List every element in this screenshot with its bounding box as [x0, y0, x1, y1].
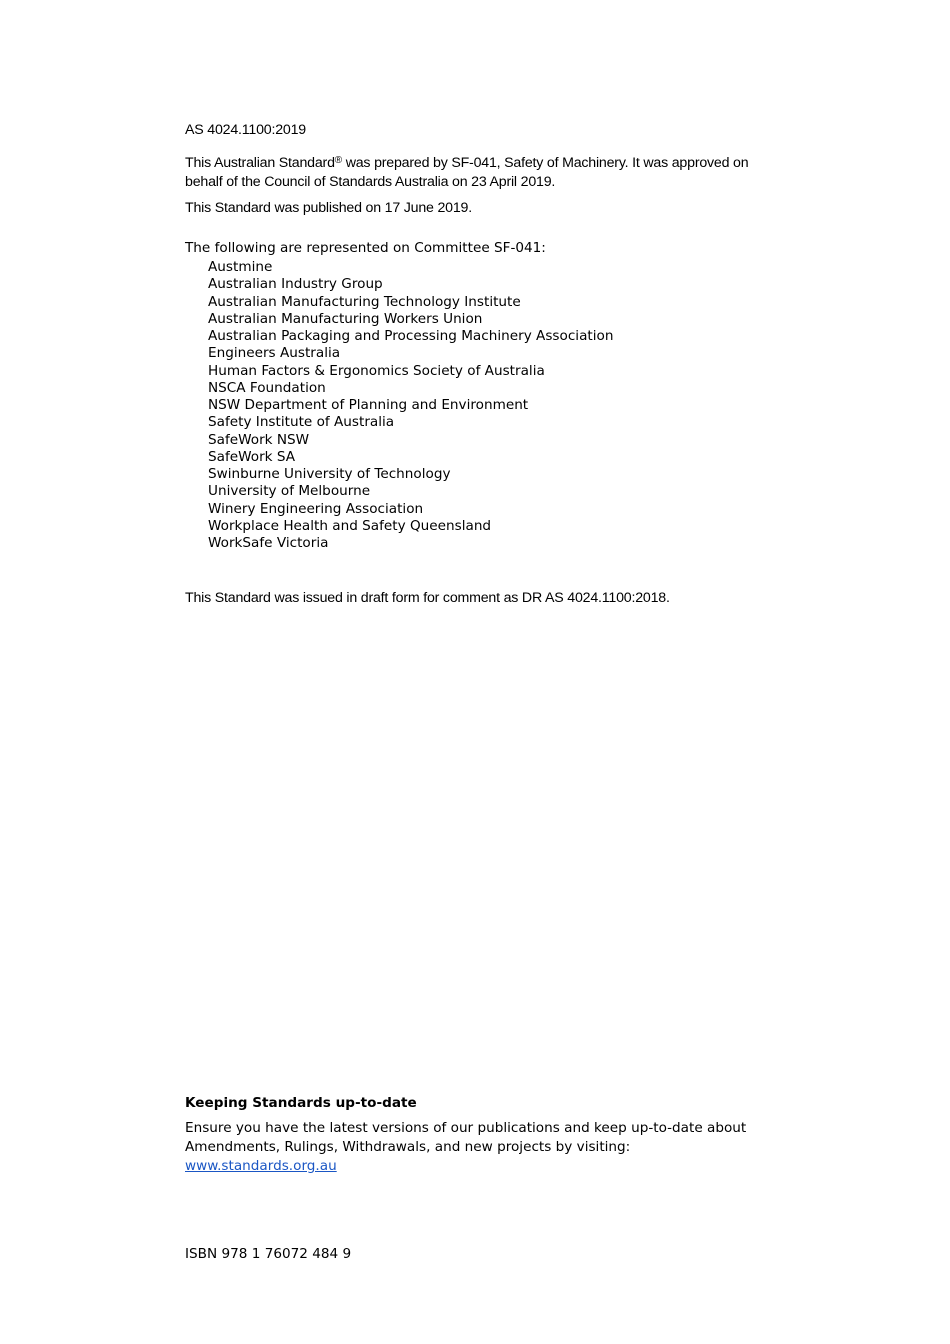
committee-member: SafeWork NSW — [208, 431, 310, 448]
registered-mark: ® — [334, 155, 342, 166]
prepared-text-end: was prepared by SF-041, Safety of Machinery. It was approved on behalf of the Council of Standards Australia on 23 April 2019. — [185, 155, 749, 190]
standards-website-link[interactable]: www.standards.org.au — [185, 1158, 337, 1174]
committee-member: NSW Department of Planning and Environment — [208, 397, 529, 413]
keeping-up-to-date-heading: Keeping Standards up-to-date — [185, 1095, 417, 1111]
committee-member: WorkSafe Victoria — [208, 535, 329, 551]
committee-member: University of Melbourne — [208, 483, 371, 500]
committee-member: Austmine — [208, 259, 273, 275]
committee-member: Engineers Australia — [208, 345, 341, 362]
isbn-number: ISBN 978 1 76072 484 9 — [185, 1246, 352, 1262]
committee-heading: The following are represented on Committee SF-041: — [185, 240, 546, 256]
committee-member: Human Factors & Ergonomics Society of Australia — [208, 362, 545, 379]
prepared-text-start: This Australian Standard — [185, 155, 335, 171]
committee-member: Workplace Health and Safety Queensland — [208, 517, 492, 534]
keeping-up-to-date-text: Ensure you have the latest versions of our publications and keep up-to-date about Amendments, Rulings, Withdrawals, and new projects by visiting: — [185, 1120, 747, 1155]
committee-member: Safety Institute of Australia — [208, 414, 395, 431]
committee-member: Swinburne University of Technology — [208, 466, 451, 482]
keeping-up-to-date-body — [185, 1119, 785, 1176]
standard-designation: AS 4024.1100:2019 — [185, 122, 306, 138]
committee-member: SafeWork SA — [208, 448, 296, 465]
committee-member: Australian Manufacturing Technology Institute — [208, 293, 521, 310]
committee-member: Australian Industry Group — [208, 276, 383, 293]
publication-date-statement: This Standard was published on 17 June 2019. — [185, 200, 472, 216]
committee-member: Australian Packaging and Processing Machinery Association — [208, 328, 614, 344]
committee-member: Australian Manufacturing Workers Union — [208, 310, 483, 327]
committee-member: Winery Engineering Association — [208, 500, 424, 517]
committee-member-list — [208, 259, 613, 552]
draft-statement: This Standard was issued in draft form for comment as DR AS 4024.1100:2018. — [185, 590, 670, 606]
committee-member: NSCA Foundation — [208, 379, 326, 396]
preparation-statement — [185, 154, 785, 192]
